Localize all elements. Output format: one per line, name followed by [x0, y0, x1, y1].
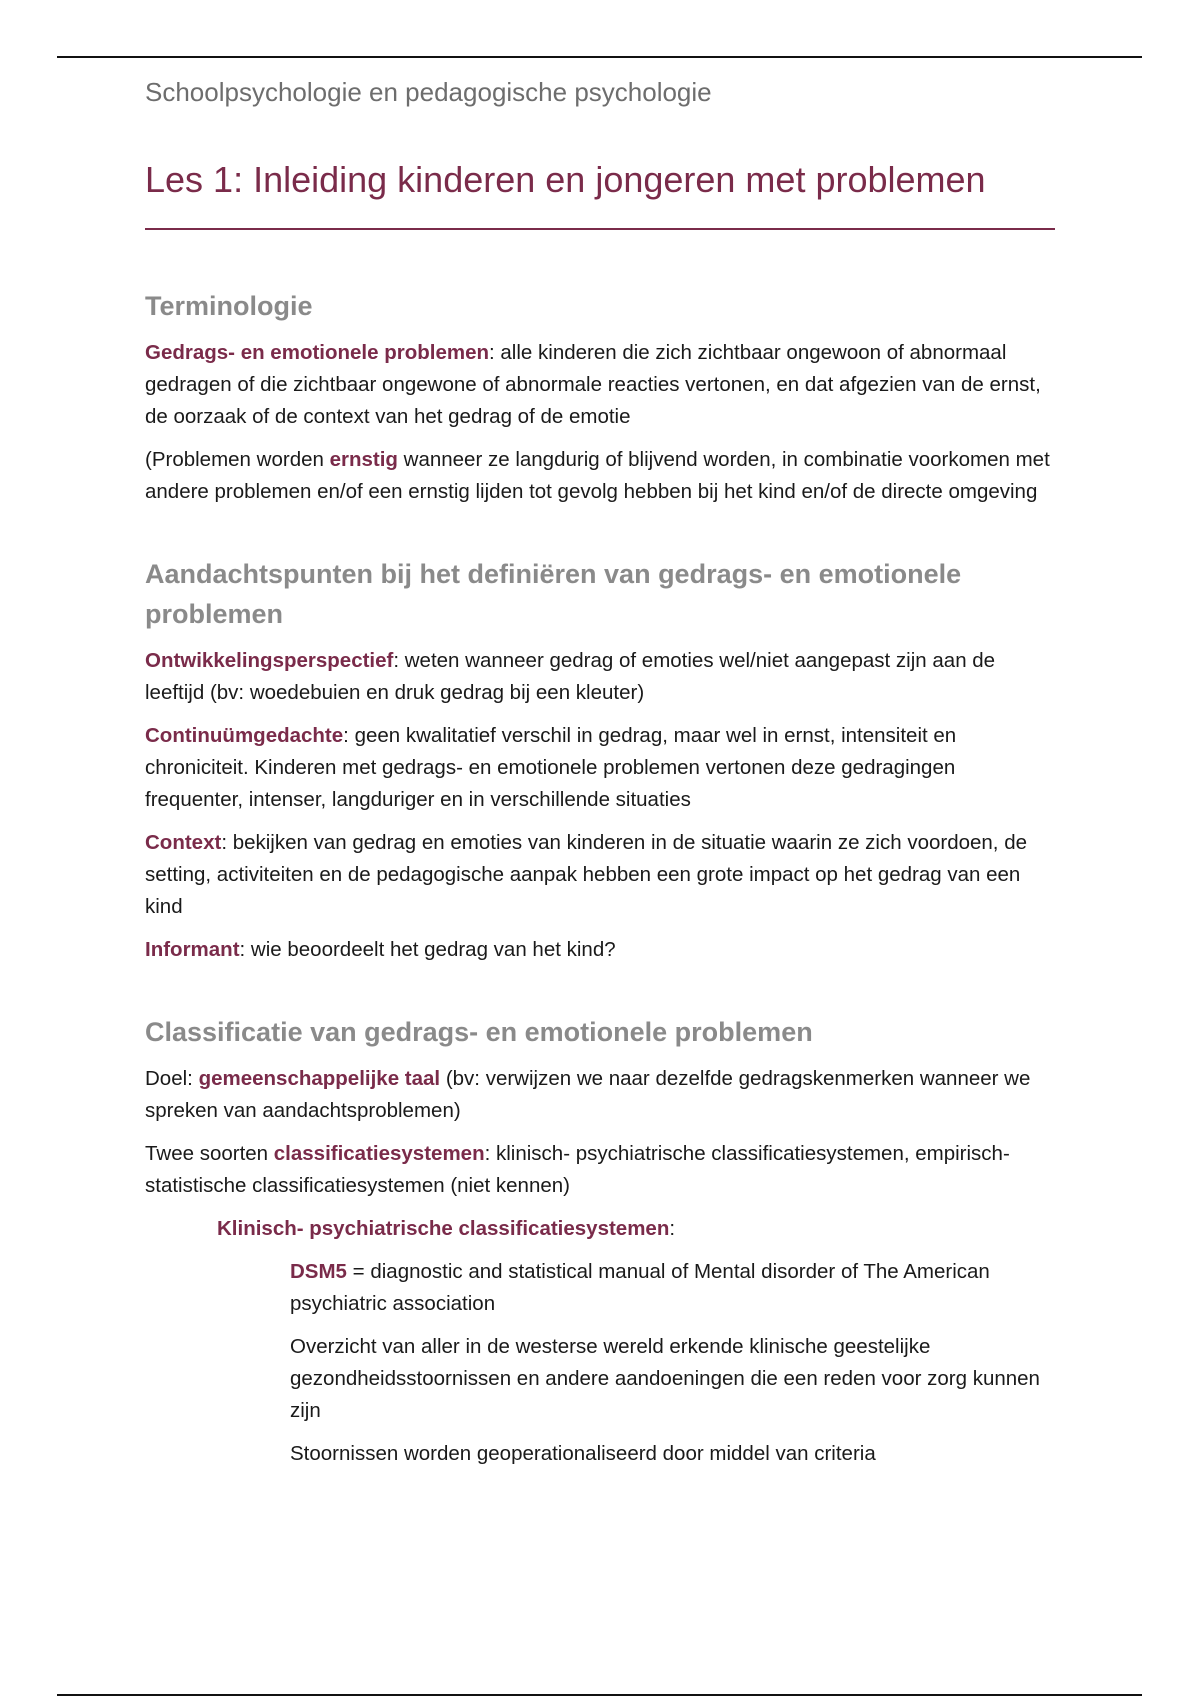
paragraph-text: (bv: verwijzen we naar dezelfde gedragskenmerken wanneer we spreken van aandachtsproblemen) [145, 1067, 1031, 1122]
paragraph-text: : klinisch- psychiatrische classificatiesystemen, empirisch- statistische classificatiesystemen (niet kennen) [145, 1142, 1010, 1197]
keyword: classificatiesystemen [273, 1142, 485, 1165]
paragraph-text: Twee soorten [145, 1142, 274, 1165]
subheading-klinisch [145, 1213, 1055, 1245]
paragraph-doel [145, 1063, 1055, 1127]
keyword: gemeenschappelijke taal [198, 1067, 441, 1090]
paragraph-text: = diagnostic and statistical manual of Mental disorder of The American psychiatric association [290, 1260, 990, 1315]
paragraph-text: : alle kinderen die zich zichtbaar ongewoon of abnormaal gedragen of die zichtbaar ongewone of abnormale reacties vertonen, en dat afgezien van de ernst, de oorzaak of de context van het gedrag of de emotie [145, 341, 1041, 428]
keyword: Context [145, 831, 222, 854]
keyword: Klinisch- psychiatrische classificatiesystemen [217, 1217, 670, 1240]
paragraph-stoornissen: Stoornissen worden geoperationaliseerd door middel van criteria [290, 1442, 876, 1465]
bottom-border-line [57, 1694, 1142, 1696]
paragraph-ernstig [145, 444, 1055, 508]
paragraph-soorten [145, 1138, 1055, 1202]
paragraph-text: (Problemen worden [145, 448, 330, 471]
paragraph-text: : [669, 1217, 676, 1240]
paragraph-text: : weten wanneer gedrag of emoties wel/niet aangepast zijn aan de leeftijd (bv: woedebuien en druk gedrag bij een kleuter) [145, 649, 996, 704]
paragraph-overzicht: Overzicht van aller in de westerse wereld erkende klinische geestelijke gezondheidsstoornissen en andere aandoeningen die een reden voor zorg kunnen zijn [290, 1335, 1040, 1422]
paragraph-text: wanneer ze langdurig of blijvend worden, in combinatie voorkomen met andere problemen en/of een ernstig lijden tot gevolg hebben bij het kind en/of de directe omgeving [145, 448, 1050, 503]
paragraph-dsm5 [145, 1256, 1055, 1320]
title-underline [145, 228, 1055, 230]
keyword: Gedrags- en emotionele problemen [145, 341, 490, 364]
keyword: ernstig [329, 448, 398, 471]
keyword: Continuümgedachte [145, 724, 344, 747]
paragraph-continuumgedachte [145, 720, 1055, 816]
paragraph-text: Doel: [145, 1067, 199, 1090]
keyword: DSM5 [290, 1260, 347, 1283]
paragraph-informant [145, 934, 1055, 966]
keyword: Informant [145, 938, 240, 961]
page-title: Les 1: Inleiding kinderen en jongeren met problemen [145, 159, 986, 200]
top-border-line [57, 56, 1142, 58]
paragraph-text: : bekijken van gedrag en emoties van kinderen in de situatie waarin ze zich voordoen, de setting, activiteiten en de pedagogische aanpak hebben een grote impact op het gedrag van een kind [145, 831, 1027, 918]
paragraph-text: : wie beoordeelt het gedrag van het kind? [239, 938, 616, 961]
paragraph-ontwikkelingsperspectief [145, 645, 1055, 709]
running-header: Schoolpsychologie en pedagogische psychologie [145, 77, 712, 107]
heading-terminologie: Terminologie [145, 291, 313, 321]
paragraph-text: : geen kwalitatief verschil in gedrag, maar wel in ernst, intensiteit en chroniciteit. Kinderen met gedrags- en emotionele problemen vertonen deze gedragingen frequenter, intenser, langduriger en in verschillende situaties [145, 724, 957, 811]
paragraph-context [145, 827, 1055, 923]
heading-aandachtspunten: Aandachtspunten bij het definiëren van gedrags- en emotionele problemen [145, 559, 962, 629]
keyword: Ontwikkelingsperspectief [145, 649, 394, 672]
paragraph-definition [145, 337, 1055, 433]
heading-classificatie: Classificatie van gedrags- en emotionele problemen [145, 1017, 813, 1047]
document-page [145, 70, 1055, 1470]
